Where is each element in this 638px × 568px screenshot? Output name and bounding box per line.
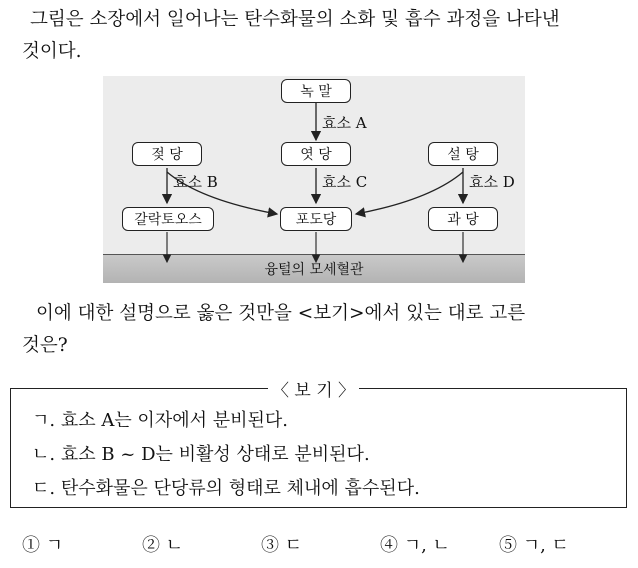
enzyme-a-label: 효소 A — [322, 114, 367, 132]
node-galactose: 갈락토오스 — [122, 207, 214, 231]
question2-line-2: 것은? — [22, 335, 68, 356]
choice-1[interactable]: ① ㄱ — [22, 535, 64, 556]
choice-4[interactable]: ④ ㄱ, ㄴ — [380, 535, 450, 556]
node-sucrose: 설 탕 — [428, 142, 498, 166]
question2-text — [22, 298, 626, 362]
statement-giyeok: ㄱ. 효소 A는 이자에서 분비된다. — [32, 410, 288, 431]
question-line-1: 그림은 소장에서 일어나는 탄수화물의 소화 및 흡수 과정을 나타낸 — [30, 9, 560, 30]
question2-line-1: 이에 대한 설명으로 옳은 것만을 <보기>에서 있는 대로 고른 — [36, 303, 526, 324]
node-maltose: 엿 당 — [281, 142, 351, 166]
node-starch: 녹 말 — [281, 79, 351, 103]
example-box-title: 〈 보 기 〉 — [268, 376, 359, 401]
capillary-wall: 융털의 모세혈관 — [103, 254, 525, 283]
node-lactose: 젖 당 — [132, 142, 202, 166]
choice-3[interactable]: ③ ㄷ — [261, 535, 303, 556]
node-fructose: 과 당 — [428, 207, 498, 231]
enzyme-c-label: 효소 C — [322, 173, 368, 191]
digestion-diagram — [103, 76, 525, 282]
choice-2[interactable]: ② ㄴ — [142, 535, 184, 556]
statement-nieun: ㄴ. 효소 B ~ D는 비활성 상태로 분비된다. — [32, 444, 370, 465]
question-text — [22, 4, 626, 68]
node-glucose: 포도당 — [280, 207, 352, 231]
enzyme-b-label: 효소 B — [173, 173, 218, 191]
choice-5[interactable]: ⑤ ㄱ, ㄷ — [499, 535, 569, 556]
enzyme-d-label: 효소 D — [469, 173, 515, 191]
question-line-2: 것이다. — [22, 41, 82, 62]
statement-digeut: ㄷ. 탄수화물은 단당류의 형태로 체내에 흡수된다. — [32, 478, 420, 499]
